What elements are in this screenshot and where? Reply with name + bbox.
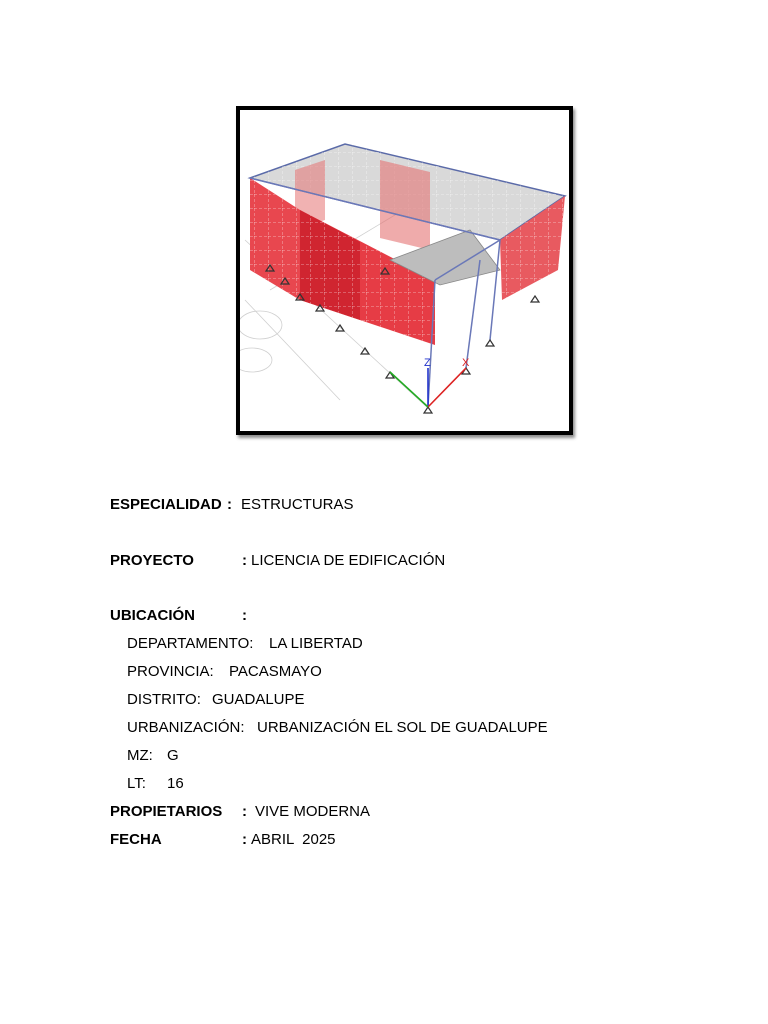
lt-value: 16 [167, 775, 184, 792]
fecha-value: ABRIL 2025 [251, 831, 336, 848]
ubicacion-colon: : [242, 607, 247, 624]
proyecto-colon: : [242, 552, 247, 569]
especialidad-colon: : [227, 496, 232, 513]
departamento-label: DEPARTAMENTO: [127, 635, 254, 652]
mz-label: MZ: [127, 747, 153, 764]
proyecto-label: PROYECTO [110, 552, 194, 569]
provincia-value: PACASMAYO [229, 663, 322, 680]
provincia-label: PROVINCIA: [127, 663, 214, 680]
especialidad-value: ESTRUCTURAS [241, 496, 354, 513]
propietarios-value: VIVE MODERNA [255, 803, 371, 820]
structural-model-icon [240, 110, 569, 431]
mz-value: G [167, 747, 179, 764]
ubicacion-label: UBICACIÓN [110, 607, 195, 624]
fecha-label: FECHA [110, 831, 162, 848]
departamento-value: LA LIBERTAD [269, 635, 363, 652]
proyecto-value: LICENCIA DE EDIFICACIÓN [251, 552, 446, 569]
especialidad-label: ESPECIALIDAD [110, 496, 222, 513]
urbanizacion-label: URBANIZACIÓN: [127, 719, 245, 736]
svg-text:Z: Z [424, 357, 431, 369]
distrito-value: GUADALUPE [212, 691, 305, 708]
fecha-colon: : [242, 831, 247, 848]
urbanizacion-value: URBANIZACIÓN EL SOL DE GUADALUPE [257, 719, 548, 736]
propietarios-colon: : [242, 803, 247, 820]
svg-text:X: X [462, 357, 470, 369]
propietarios-label: PROPIETARIOS [110, 803, 223, 820]
structural-model-figure [236, 106, 573, 435]
distrito-label: DISTRITO: [127, 691, 201, 708]
lt-label: LT: [127, 775, 146, 792]
